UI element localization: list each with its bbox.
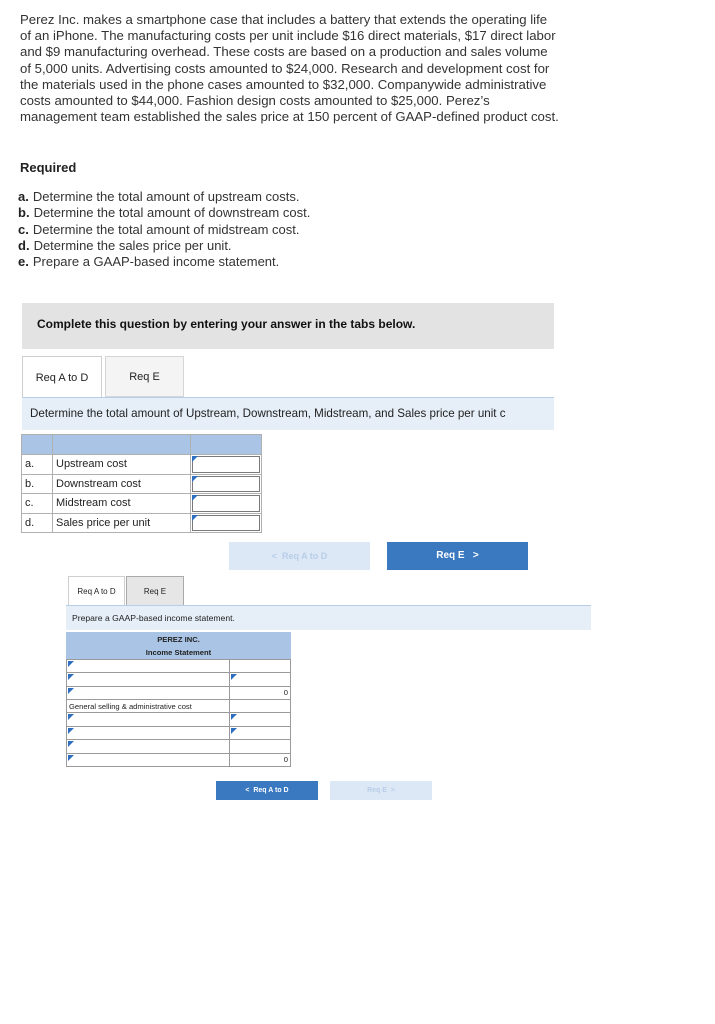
input-marker-icon — [68, 661, 74, 667]
income-value-input[interactable] — [230, 713, 291, 726]
input-marker-icon — [68, 728, 74, 734]
table-row — [67, 740, 291, 753]
required-item: e. Prepare a GAAP-based income statement. — [18, 254, 280, 270]
company-name: PEREZ INC. — [67, 633, 291, 646]
row-label-sales-price: Sales price per unit — [53, 513, 191, 533]
general-selling-admin-label: General selling & administrative cost — [67, 699, 230, 712]
part-ad-instruction: Determine the total amount of Upstream, Downstream, Midstream, and Sales price per unit c — [22, 397, 554, 430]
next-button-req-e[interactable]: Req E > — [387, 542, 528, 570]
income-label-input[interactable] — [67, 673, 230, 686]
prev-button-req-a-to-d-small[interactable]: < Req A to D — [216, 781, 318, 800]
chevron-left-icon: < — [245, 787, 250, 794]
input-marker-icon — [192, 476, 198, 482]
table-row — [67, 726, 291, 739]
table-row: b. Downstream cost — [22, 474, 262, 494]
income-value-input[interactable] — [230, 726, 291, 739]
required-item: b. Determine the total amount of downstream cost. — [18, 205, 311, 221]
table-row: a. Upstream cost — [22, 455, 262, 475]
prev-button-req-a-to-d[interactable]: < Req A to D — [229, 542, 370, 570]
net-income-value: 0 — [230, 753, 291, 766]
problem-text: Perez Inc. makes a smartphone case that includes a battery that extends the operating life of an iPhone. The manufacturing costs per unit include $16 direct materials, $17 direct labor and $9 manufacturing overhead. These costs are based on a production and sales volume of 5,000 units. Advertising costs amounted to $24,000. Research and development cost for the materials used in the phone cases amounted to $32,000. Companywide administrative costs amounted to $44,000. Fashion design costs amounted to $25,000. Perez’s management team established the sales price at 150 percent of GAAP-defined product cost. — [20, 12, 559, 125]
next-button-req-e-small[interactable]: Req E > — [330, 781, 432, 800]
row-label-downstream: Downstream cost — [53, 474, 191, 494]
input-marker-icon — [192, 495, 198, 501]
upstream-cost-input[interactable] — [192, 456, 260, 473]
input-marker-icon — [192, 515, 198, 521]
input-marker-icon — [231, 728, 237, 734]
income-label-input[interactable] — [67, 713, 230, 726]
answer-table — [21, 434, 262, 533]
instruction-banner — [22, 303, 554, 349]
sales-price-input[interactable] — [192, 515, 260, 532]
income-label-input[interactable] — [67, 753, 230, 766]
income-value-input[interactable] — [230, 659, 291, 672]
midstream-cost-input[interactable] — [192, 495, 260, 512]
tab-req-a-to-d-small[interactable]: Req A to D — [68, 576, 125, 606]
income-value-input[interactable] — [230, 740, 291, 753]
required-item: c. Determine the total amount of midstream cost. — [18, 221, 300, 237]
table-header-row — [22, 435, 262, 455]
part-e-instruction: Prepare a GAAP-based income statement. — [66, 605, 591, 630]
income-value-input[interactable] — [230, 673, 291, 686]
downstream-cost-input[interactable] — [192, 476, 260, 493]
income-label-input[interactable] — [67, 659, 230, 672]
input-marker-icon — [68, 714, 74, 720]
input-marker-icon — [231, 674, 237, 680]
row-label-midstream: Midstream cost — [53, 494, 191, 514]
input-marker-icon — [68, 674, 74, 680]
input-marker-icon — [68, 741, 74, 747]
required-item: d. Determine the sales price per unit. — [18, 237, 232, 253]
table-row — [67, 699, 291, 712]
table-row — [67, 713, 291, 726]
required-heading: Required — [20, 160, 77, 175]
income-value-input[interactable] — [230, 699, 291, 712]
tab-req-a-to-d[interactable]: Req A to D — [22, 356, 102, 398]
table-row: c. Midstream cost — [22, 494, 262, 514]
input-marker-icon — [192, 456, 198, 462]
table-row — [67, 686, 291, 699]
income-label-input[interactable] — [67, 740, 230, 753]
income-statement-table — [66, 632, 291, 767]
statement-title: Income Statement — [67, 646, 291, 659]
table-row — [67, 753, 291, 766]
chevron-left-icon: < — [271, 551, 277, 561]
chevron-right-icon: > — [472, 550, 479, 561]
required-list — [18, 189, 310, 270]
income-label-input[interactable] — [67, 726, 230, 739]
chevron-right-icon: > — [390, 787, 395, 794]
table-row — [67, 659, 291, 672]
table-row: d. Sales price per unit — [22, 513, 262, 533]
subtotal-value: 0 — [230, 686, 291, 699]
tab-req-e-small[interactable]: Req E — [126, 576, 184, 606]
input-marker-icon — [68, 755, 74, 761]
input-marker-icon — [68, 688, 74, 694]
table-row — [67, 673, 291, 686]
tab-req-e[interactable]: Req E — [105, 356, 184, 397]
banner-text: Complete this question by entering your answer in the tabs below. — [37, 317, 416, 331]
income-label-input[interactable] — [67, 686, 230, 699]
row-label-upstream: Upstream cost — [53, 455, 191, 475]
required-item: a. Determine the total amount of upstream costs. — [18, 189, 300, 204]
input-marker-icon — [231, 714, 237, 720]
